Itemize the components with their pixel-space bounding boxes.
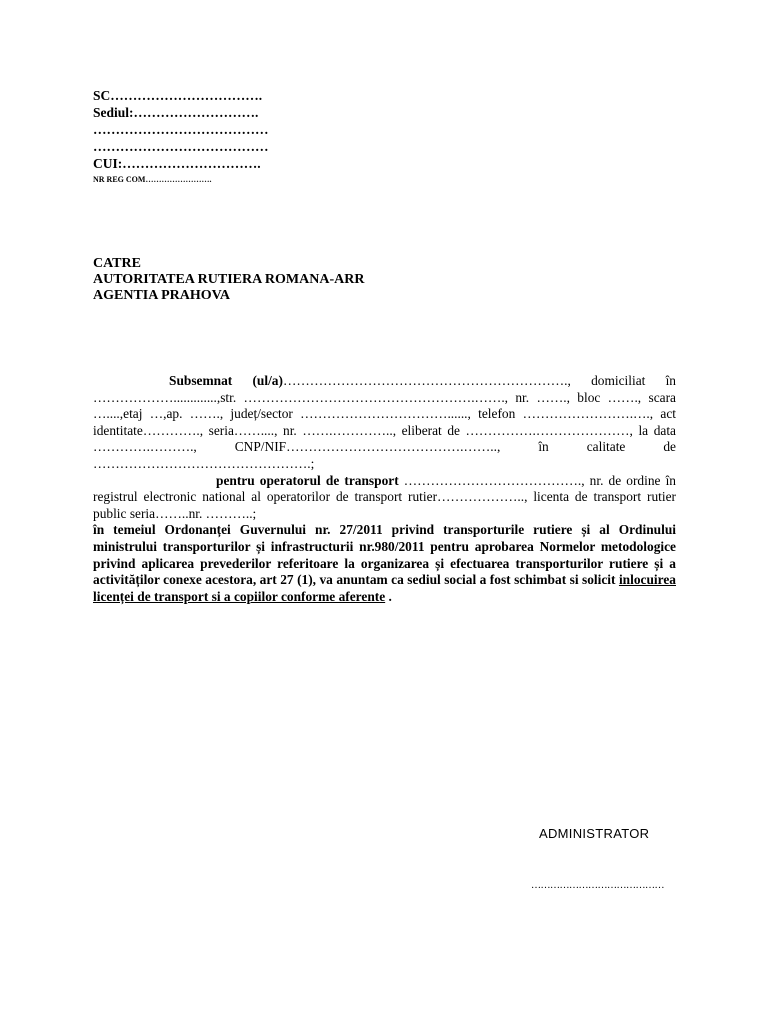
subsemnat-label: Subsemnat (ul/a) bbox=[169, 373, 283, 388]
company-header bbox=[93, 87, 353, 188]
legal-basis-text: în temeiul Ordonanței Guvernului nr. 27/2011 privind transporturile rutiere și al Ordinului ministrului transporturilor și infrastructurii nr.980/2011 pentru aprobarea Normelor metodologice privind aplicarea prevederilor referitoare la organizarea și efectuarea transporturilor rutiere și a activităților conexe acestora, art 27 (1), va anuntam ca sediul social a fost schimbat si solicit bbox=[93, 522, 676, 588]
request-body bbox=[93, 373, 676, 605]
personal-details-text: ………………………………………………………., domiciliat în ……………….............,str. …………………………………………….……., nr. ……., bloc ……., scara …....,etaj …,ap. ……., județ/sector ……………………………......, telefon …………………….…., act identitate…………., seria……...., nr. …….………….., eliberat de …………….…………………, la data ………….………., CNP/NIF………………………………….…….., în calitate de ………………………………………….; bbox=[93, 373, 676, 471]
company-cui-field: CUI:…………………………. bbox=[93, 156, 261, 171]
request-underlined-text: inlocuirea licenței de transport si a copiilor conforme aferente bbox=[93, 572, 676, 604]
operator-details-text: …………………………………., nr. de ordine în registrul electronic national al operatorilor de transport rutier……………….., licenta de transport rutier public seria……..nr. ………..; bbox=[93, 472, 676, 521]
company-sediul-field: Sediul:………………………. bbox=[93, 105, 259, 120]
company-nr-reg-com-field: NR REG COM……………………. bbox=[93, 175, 212, 184]
recipient-catre: CATRE bbox=[93, 256, 141, 271]
recipient-authority: AUTORITATEA RUTIERA ROMANA-ARR bbox=[93, 272, 365, 287]
request-ending: . bbox=[385, 588, 392, 604]
operator-label: pentru operatorul de transport bbox=[216, 472, 399, 488]
company-address-line: ………………………………… bbox=[93, 139, 269, 154]
company-sc-field: SC……………………………. bbox=[93, 88, 263, 103]
signature-line: …………………………………… bbox=[531, 880, 664, 891]
recipient-agency: AGENTIA PRAHOVA bbox=[93, 288, 231, 303]
company-address-line: ………………………………… bbox=[93, 122, 269, 137]
recipient-block bbox=[93, 256, 593, 304]
administrator-title: ADMINISTRATOR bbox=[539, 826, 650, 841]
